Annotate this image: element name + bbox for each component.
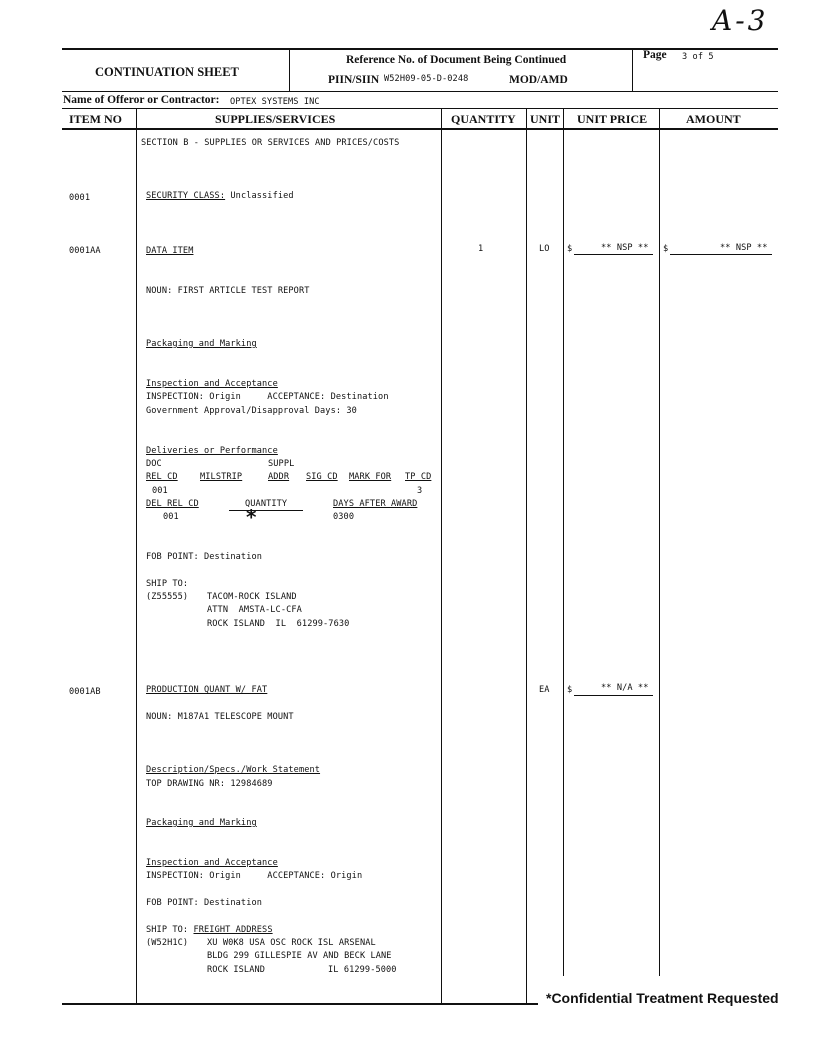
item-0001ab-inspection-title: Inspection and Acceptance bbox=[146, 858, 278, 868]
sheet-title: CONTINUATION SHEET bbox=[95, 65, 239, 79]
mod-amd-label: MOD/AMD bbox=[509, 74, 568, 86]
deliv-quantity-header bbox=[229, 499, 303, 511]
header-divider-2 bbox=[632, 48, 633, 92]
item-0001ab-price-underline bbox=[574, 695, 653, 696]
section-heading: SECTION B - SUPPLIES OR SERVICES AND PRICES/COSTS bbox=[141, 138, 400, 148]
item-0001ab-title: PRODUCTION QUANT W/ FAT bbox=[146, 685, 268, 695]
col-quantity: QUANTITY bbox=[451, 112, 516, 126]
deliv-sig-cd: SIG CD bbox=[306, 472, 338, 482]
deliv-doc: DOC bbox=[146, 459, 162, 469]
col-line-price bbox=[659, 108, 660, 976]
item-0001ab-no: 0001AB bbox=[69, 687, 101, 697]
col-line-supplies bbox=[441, 108, 442, 1004]
item-0001aa-price-dollar: $ bbox=[567, 244, 573, 254]
offeror-label: Name of Offeror or Contractor: bbox=[63, 94, 220, 106]
offeror-value: OPTEX SYSTEMS INC bbox=[230, 97, 320, 107]
col-line-item bbox=[136, 108, 137, 1004]
header-bottom-rule bbox=[62, 91, 778, 92]
item-0001aa-quantity: 1 bbox=[478, 244, 484, 254]
item-0001ab-drawing: TOP DRAWING NR: 12984689 bbox=[146, 779, 273, 789]
item-0001aa-fob: FOB POINT: Destination bbox=[146, 552, 263, 562]
item-0001aa-amount: ** NSP ** bbox=[720, 243, 768, 253]
item-0001aa-ship-to: SHIP TO: bbox=[146, 579, 189, 589]
item-0001aa-deliveries-title: Deliveries or Performance bbox=[146, 446, 278, 456]
item-0001ab-ship-line3a: ROCK ISLAND bbox=[207, 965, 266, 975]
item-0001ab-noun: NOUN: M187A1 TELESCOPE MOUNT bbox=[146, 712, 294, 722]
deliv-suppl: SUPPL bbox=[268, 459, 295, 469]
page-label: Page bbox=[643, 49, 667, 61]
colhead-top-rule bbox=[62, 108, 778, 109]
item-0001ab-ship-line1: XU W0K8 USA OSC ROCK ISL ARSENAL bbox=[207, 938, 376, 948]
item-0001ab-freight-address: FREIGHT ADDRESS bbox=[193, 925, 273, 935]
deliv-del-value: 001 bbox=[163, 512, 179, 522]
item-0001aa-price: ** NSP ** bbox=[601, 243, 649, 253]
deliv-days-header: DAYS AFTER AWARD bbox=[333, 499, 418, 509]
item-0001ab-ship-to bbox=[146, 925, 273, 935]
deliv-del-rel-cd: DEL REL CD bbox=[146, 499, 199, 509]
page-value: 3 of 5 bbox=[682, 52, 714, 62]
item-0001ab-ship-line3b: IL 61299-5000 bbox=[328, 965, 397, 975]
confidential-note: *Confidential Treatment Requested bbox=[546, 990, 779, 1006]
item-0001aa-no: 0001AA bbox=[69, 246, 101, 256]
deliv-rel-cd: REL CD bbox=[146, 472, 178, 482]
item-0001aa-ship-code: (Z55555) bbox=[146, 592, 189, 602]
item-0001ab-fob: FOB POINT: Destination bbox=[146, 898, 263, 908]
item-0001ab-price-dollar: $ bbox=[567, 685, 573, 695]
item-0001aa-packaging: Packaging and Marking bbox=[146, 339, 257, 349]
col-amount: AMOUNT bbox=[686, 112, 741, 126]
item-0001ab-price: ** N/A ** bbox=[601, 683, 649, 693]
col-unit-price: UNIT PRICE bbox=[577, 112, 648, 126]
piin-value: W52H09-05-D-0248 bbox=[384, 74, 469, 84]
deliv-mark-for: MARK FOR bbox=[349, 472, 392, 482]
item-0001aa-price-underline bbox=[574, 254, 653, 255]
item-0001ab-ship-to-label: SHIP TO: bbox=[146, 925, 189, 935]
item-0001aa-ship-line2: ATTN AMSTA-LC-CFA bbox=[207, 605, 302, 615]
colhead-bottom-rule bbox=[62, 128, 778, 130]
item-0001aa-title: DATA ITEM bbox=[146, 246, 194, 256]
deliv-rel-value: 001 bbox=[152, 486, 168, 496]
item-0001ab-inspection-line: INSPECTION: Origin ACCEPTANCE: Origin bbox=[146, 871, 363, 881]
deliv-tp-value: 3 bbox=[417, 486, 423, 496]
col-unit: UNIT bbox=[530, 112, 561, 126]
deliv-quantity-label: QUANTITY bbox=[245, 499, 288, 509]
reference-label: Reference No. of Document Being Continued bbox=[346, 54, 567, 66]
item-0001aa-unit: LO bbox=[539, 244, 550, 254]
piin-label: PIIN/SIIN bbox=[328, 74, 380, 86]
item-0001ab-description-title: Description/Specs./Work Statement bbox=[146, 765, 321, 775]
header-top-rule bbox=[62, 48, 778, 50]
item-0001aa-amount-dollar: $ bbox=[663, 244, 669, 254]
footer-rule bbox=[62, 1003, 538, 1005]
col-line-quantity bbox=[526, 108, 527, 1004]
item-0001aa-ship-line1: TACOM-ROCK ISLAND bbox=[207, 592, 297, 602]
col-line-unit bbox=[563, 108, 564, 976]
item-0001ab-unit: EA bbox=[539, 685, 550, 695]
item-0001aa-ship-line3: ROCK ISLAND IL 61299-7630 bbox=[207, 619, 350, 629]
deliv-tp-cd: TP CD bbox=[405, 472, 432, 482]
item-0001-security bbox=[146, 191, 294, 201]
deliv-milstrip: MILSTRIP bbox=[200, 472, 243, 482]
item-0001ab-ship-code: (W52H1C) bbox=[146, 938, 189, 948]
item-0001aa-gov-approval: Government Approval/Disapproval Days: 30 bbox=[146, 406, 357, 416]
security-label: SECURITY CLASS: bbox=[146, 191, 226, 201]
security-value: Unclassified bbox=[230, 191, 294, 201]
item-0001aa-noun: NOUN: FIRST ARTICLE TEST REPORT bbox=[146, 286, 310, 296]
item-0001ab-ship-line2: BLDG 299 GILLESPIE AV AND BECK LANE bbox=[207, 951, 392, 961]
item-0001aa-amount-underline bbox=[670, 254, 772, 255]
item-0001aa-inspection-title: Inspection and Acceptance bbox=[146, 379, 278, 389]
col-item-no: ITEM NO bbox=[69, 112, 123, 126]
deliv-addr: ADDR bbox=[268, 472, 290, 482]
item-0001-no: 0001 bbox=[69, 193, 91, 203]
page-mark: A-3 bbox=[712, 4, 769, 37]
item-0001ab-packaging: Packaging and Marking bbox=[146, 818, 257, 828]
header-divider-1 bbox=[289, 48, 290, 92]
col-supplies: SUPPLIES/SERVICES bbox=[215, 112, 336, 126]
item-0001aa-inspection-line: INSPECTION: Origin ACCEPTANCE: Destination bbox=[146, 392, 389, 402]
deliv-quantity-mark: * bbox=[246, 505, 257, 529]
deliv-days-value: 0300 bbox=[333, 512, 355, 522]
